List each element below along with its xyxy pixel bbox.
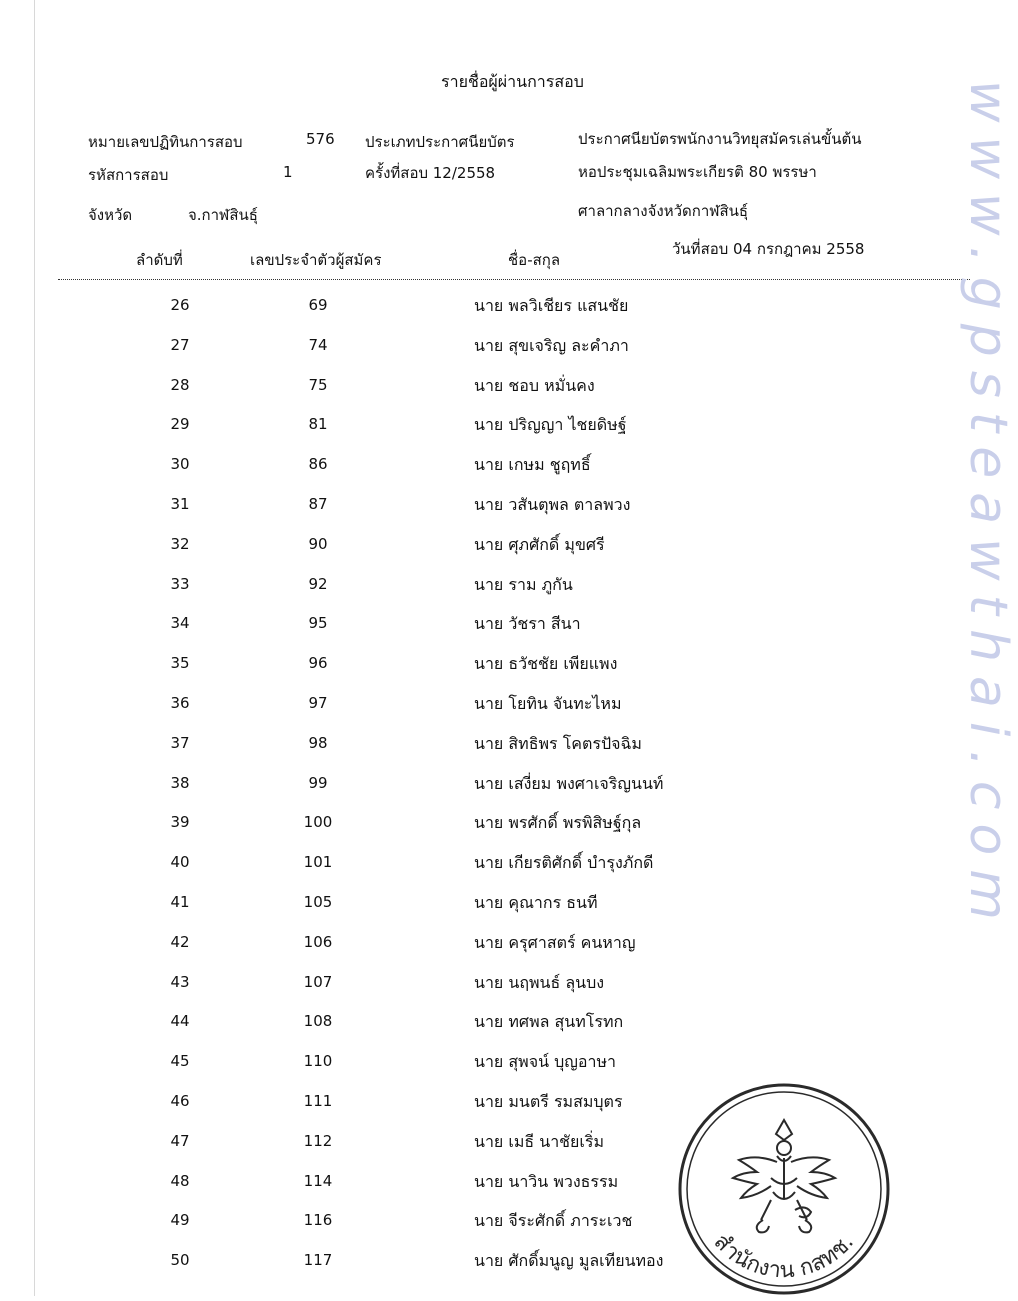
row-name: นาย วัชรา สีนา [474,614,581,634]
row-seq: 37 [170,733,190,752]
row-seq: 47 [170,1131,190,1150]
row-applicant-id: 101 [303,853,333,872]
row-applicant-id: 87 [308,495,328,513]
column-header-seq: ลำดับที่ [136,251,183,269]
table-row [0,370,1006,400]
row-seq: 28 [170,375,190,394]
row-applicant-id: 114 [303,1171,333,1190]
province-label: จังหวัด [88,206,133,224]
row-name: นาย ทศพล สุนทโรทก [474,1012,624,1032]
row-name: นาย ชอบ หมั่นคง [474,375,595,395]
row-applicant-id: 75 [308,375,328,394]
row-applicant-id: 105 [303,893,333,911]
row-seq: 48 [170,1171,190,1190]
row-name: นาย สุขเจริญ ละคำภา [474,335,629,355]
table-row [0,887,1006,917]
column-header-applicant-id: เลขประจำตัวผู้สมัคร [250,251,382,269]
row-applicant-id: 86 [308,455,328,474]
exam-date: วันที่สอบ 04 กรกฎาคม 2558 [672,240,865,258]
header-divider [58,279,970,280]
row-name: นาย ศักดิ์มนูญ มูลเทียนทอง [474,1251,664,1271]
row-seq: 33 [170,574,190,593]
row-name: นาย วสันตุพล ตาลพวง [474,495,631,514]
table-row [0,927,1006,957]
row-applicant-id: 90 [308,534,328,553]
row-seq: 29 [170,415,190,434]
row-name: นาย ธวัชชัย เพียแพง [474,654,618,674]
row-applicant-id: 112 [303,1131,333,1150]
row-name: นาย ศุภศักดิ์ มุขศรี [474,534,605,554]
table-row [0,529,1006,559]
row-name: นาย เกียรติศักดิ์ บำรุงภักดี [474,853,654,873]
row-seq: 31 [170,495,190,513]
row-applicant-id: 81 [308,415,328,434]
row-applicant-id: 99 [308,773,328,792]
watermark: www.gpsteawthai.com [958,80,1018,934]
row-name: นาย เกษม ชูฤทธิ์ [474,455,591,475]
row-applicant-id: 106 [303,932,333,951]
official-seal [677,1082,892,1301]
table-row [0,688,1006,718]
table-row [0,728,1006,758]
row-applicant-id: 110 [303,1052,333,1071]
table-row [0,489,1006,519]
row-applicant-id: 111 [303,1092,333,1110]
row-seq: 50 [170,1251,190,1270]
row-name: นาย โยทิน จันทะไหม [474,694,622,713]
row-name: นาย เสงี่ยม พงศาเจริญนนท์ [474,773,664,793]
seal-graphic [677,1082,892,1297]
row-seq: 39 [170,813,190,832]
province-value: จ.กาฬสินธุ์ [188,206,258,224]
exam-round: ครั้งที่สอบ 12/2558 [365,164,496,182]
row-applicant-id: 69 [308,296,328,314]
row-applicant-id: 100 [303,813,333,832]
row-applicant-id: 96 [308,654,328,673]
row-name: นาย จีระศักดิ์ ภาระเวช [474,1211,633,1231]
row-applicant-id: 108 [303,1012,333,1031]
row-seq: 44 [170,1012,190,1031]
table-row [0,648,1006,678]
row-name: นาย พรศักดิ์ พรพิสิษฐ์กุล [474,813,642,833]
row-seq: 38 [170,773,190,792]
row-applicant-id: 95 [308,614,328,633]
row-applicant-id: 116 [303,1211,333,1230]
table-row [0,1046,1006,1076]
row-applicant-id: 92 [308,574,328,593]
column-header-name: ชื่อ-สกุล [508,251,561,269]
venue-line-1: หอประชุมเฉลิมพระเกียรติ 80 พรรษา [578,163,817,181]
page-title: รายชื่อผู้ผ่านการสอบ [441,72,584,91]
table-row [0,608,1006,638]
row-seq: 46 [170,1092,190,1110]
row-seq: 36 [170,694,190,712]
row-name: นาย ครุศาสตร์ คนหาญ [474,932,636,952]
table-row [0,330,1006,360]
table-row [0,1006,1006,1036]
table-row [0,290,1006,320]
row-seq: 42 [170,932,190,951]
row-name: นาย พลวิเชียร แสนชัย [474,296,629,315]
cert-type-label: ประเภทประกาศนียบัตร [365,133,515,151]
row-applicant-id: 107 [303,972,333,991]
table-row [0,449,1006,479]
row-applicant-id: 117 [303,1251,333,1270]
cert-name: ประกาศนียบัตรพนักงานวิทยุสมัครเล่นขั้นต้น [578,130,862,148]
row-seq: 34 [170,614,190,633]
row-seq: 32 [170,534,190,553]
table-row [0,569,1006,599]
row-seq: 43 [170,972,190,991]
row-name: นาย ราม ภูกัน [474,574,573,594]
row-name: นาย คุณากร ธนที [474,893,598,912]
table-row [0,807,1006,837]
row-seq: 41 [170,893,190,911]
row-name: นาย เมธี นาชัยเริ่ม [474,1131,605,1151]
garuda-emblem-icon [733,1120,835,1232]
table-row [0,967,1006,997]
row-name: นาย สิทธิพร โคตรปัจฉิม [474,733,642,753]
table-row [0,768,1006,798]
row-seq: 49 [170,1211,190,1230]
row-name: นาย มนตรี รมสมบุตร [474,1092,623,1111]
row-applicant-id: 74 [308,335,328,354]
exam-calendar-label: หมายเลขปฏิทินการสอบ [88,133,243,151]
row-applicant-id: 98 [308,733,328,752]
row-seq: 30 [170,455,190,474]
venue-line-2: ศาลากลางจังหวัดกาฬสินธุ์ [578,202,749,220]
exam-code-value: 1 [283,163,293,181]
table-row [0,409,1006,439]
row-seq: 40 [170,853,190,872]
row-name: นาย ปริญญา ไชยดิษฐ์ [474,415,627,435]
exam-code-label: รหัสการสอบ [88,166,169,184]
row-name: นาย นาวิน พวงธรรม [474,1171,619,1191]
row-seq: 26 [170,296,190,314]
table-row [0,847,1006,877]
exam-calendar-value: 576 [306,130,335,148]
row-applicant-id: 97 [308,694,328,712]
seal-text: สำนักงาน กสทช. [708,1229,859,1284]
row-seq: 45 [170,1052,190,1071]
row-seq: 27 [170,335,190,354]
row-seq: 35 [170,654,190,673]
row-name: นาย นฤพนธ์ ลุนบง [474,972,605,992]
row-name: นาย สุพจน์ บุญอาษา [474,1052,617,1072]
